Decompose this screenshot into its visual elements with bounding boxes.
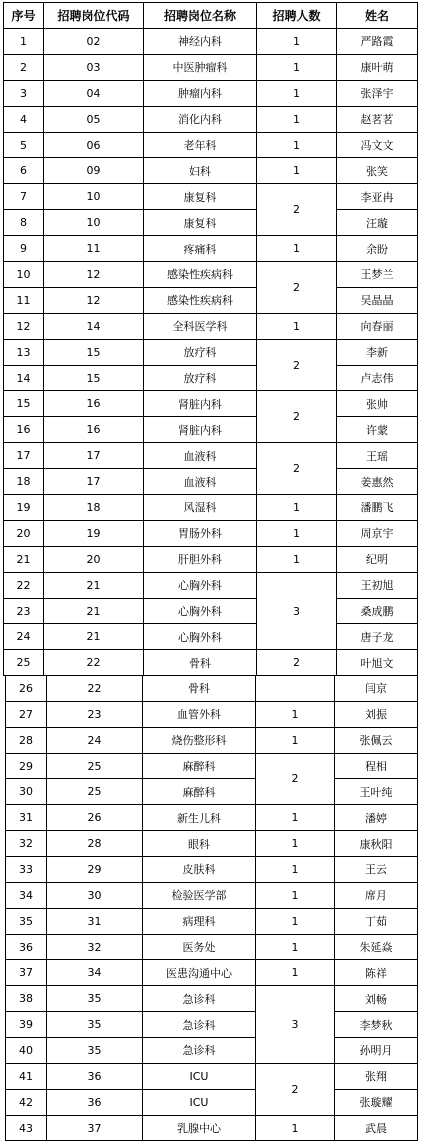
recruitment-table-part-1 <box>3 2 418 676</box>
cell-hire-count: 1 <box>256 882 335 908</box>
cell-name: 许蒙 <box>337 417 418 443</box>
cell-hire-count: 1 <box>256 857 335 883</box>
cell-position-name: 妇科 <box>144 158 257 184</box>
table-body-part-2 <box>6 676 418 1141</box>
cell-position-name: 新生儿科 <box>143 805 256 831</box>
cell-name: 冯文文 <box>337 132 418 158</box>
cell-position-code: 18 <box>44 495 144 521</box>
cell-hire-count: 2 <box>256 1063 335 1115</box>
cell-position-code: 35 <box>47 1012 143 1038</box>
cell-no: 42 <box>6 1089 47 1115</box>
cell-position-name: 胃肠外科 <box>144 520 257 546</box>
cell-position-name: 感染性疾病科 <box>144 262 257 288</box>
header-position-name: 招聘岗位名称 <box>144 3 257 29</box>
cell-position-code: 17 <box>44 469 144 495</box>
table-row <box>4 106 418 132</box>
cell-no: 22 <box>4 572 44 598</box>
cell-no: 17 <box>4 443 44 469</box>
cell-position-code: 17 <box>44 443 144 469</box>
table-row <box>6 908 418 934</box>
cell-position-code: 25 <box>47 753 143 779</box>
cell-position-code: 15 <box>44 339 144 365</box>
table-row <box>6 1063 418 1089</box>
cell-position-code: 37 <box>47 1115 143 1141</box>
table-row <box>4 365 418 391</box>
header-row <box>4 3 418 29</box>
cell-no: 34 <box>6 882 47 908</box>
cell-position-name: 肾脏内科 <box>144 417 257 443</box>
cell-position-name: 心胸外科 <box>144 624 257 650</box>
cell-hire-count: 2 <box>256 753 335 805</box>
cell-position-code: 29 <box>47 857 143 883</box>
cell-name: 潘婷 <box>335 805 418 831</box>
cell-name: 余盼 <box>337 236 418 262</box>
table-row <box>4 80 418 106</box>
cell-hire-count: 1 <box>256 831 335 857</box>
cell-hire-count: 1 <box>257 546 337 572</box>
cell-name: 席月 <box>335 882 418 908</box>
cell-position-code: 35 <box>47 986 143 1012</box>
cell-position-name: 放疗科 <box>144 365 257 391</box>
cell-position-code: 36 <box>47 1089 143 1115</box>
cell-hire-count: 1 <box>256 727 335 753</box>
cell-name: 卢志伟 <box>337 365 418 391</box>
cell-position-name: 乳腺中心 <box>143 1115 256 1141</box>
cell-no: 18 <box>4 469 44 495</box>
table-row <box>6 779 418 805</box>
cell-position-code: 26 <box>47 805 143 831</box>
cell-hire-count: 2 <box>257 391 337 443</box>
cell-name: 姜惠然 <box>337 469 418 495</box>
cell-no: 3 <box>4 80 44 106</box>
cell-no: 40 <box>6 1038 47 1064</box>
cell-position-name: 血管外科 <box>143 701 256 727</box>
cell-name: 丁茹 <box>335 908 418 934</box>
cell-position-code: 16 <box>44 391 144 417</box>
table-row <box>4 495 418 521</box>
table-row <box>4 469 418 495</box>
cell-no: 43 <box>6 1115 47 1141</box>
cell-hire-count: 1 <box>257 132 337 158</box>
cell-no: 24 <box>4 624 44 650</box>
cell-hire-count <box>256 676 335 702</box>
cell-position-code: 11 <box>44 236 144 262</box>
cell-position-code: 22 <box>47 676 143 702</box>
cell-position-code: 10 <box>44 210 144 236</box>
cell-position-name: 检验医学部 <box>143 882 256 908</box>
cell-position-name: ICU <box>143 1063 256 1089</box>
cell-no: 26 <box>6 676 47 702</box>
cell-name: 吴晶晶 <box>337 287 418 313</box>
cell-name: 桑成鹏 <box>337 598 418 624</box>
table-body-part-1 <box>4 29 418 676</box>
cell-position-name: 病理科 <box>143 908 256 934</box>
table-row <box>6 1089 418 1115</box>
cell-name: 朱延焱 <box>335 934 418 960</box>
table-row <box>4 313 418 339</box>
cell-name: 刘振 <box>335 701 418 727</box>
header-hire-count: 招聘人数 <box>257 3 337 29</box>
cell-position-name: 疼痛科 <box>144 236 257 262</box>
table-row <box>4 624 418 650</box>
table-row <box>6 857 418 883</box>
cell-position-code: 36 <box>47 1063 143 1089</box>
cell-name: 李亚冉 <box>337 184 418 210</box>
cell-hire-count: 1 <box>257 495 337 521</box>
table-row <box>6 727 418 753</box>
cell-position-name: 肝胆外科 <box>144 546 257 572</box>
cell-no: 16 <box>4 417 44 443</box>
cell-no: 37 <box>6 960 47 986</box>
cell-no: 1 <box>4 29 44 55</box>
cell-hire-count: 1 <box>257 80 337 106</box>
cell-no: 29 <box>6 753 47 779</box>
cell-name: 张佩云 <box>335 727 418 753</box>
cell-position-name: 风湿科 <box>144 495 257 521</box>
cell-name: 孙明月 <box>335 1038 418 1064</box>
cell-name: 王瑶 <box>337 443 418 469</box>
table-row <box>4 262 418 288</box>
table-row <box>6 1012 418 1038</box>
cell-no: 25 <box>4 650 44 676</box>
table-row <box>4 417 418 443</box>
cell-position-code: 28 <box>47 831 143 857</box>
cell-hire-count: 1 <box>256 934 335 960</box>
table-row <box>6 934 418 960</box>
cell-name: 李新 <box>337 339 418 365</box>
cell-position-name: 放疗科 <box>144 339 257 365</box>
cell-hire-count: 2 <box>257 339 337 391</box>
cell-name: 陈祥 <box>335 960 418 986</box>
cell-position-code: 05 <box>44 106 144 132</box>
cell-position-code: 06 <box>44 132 144 158</box>
cell-position-code: 21 <box>44 624 144 650</box>
table-row <box>4 598 418 624</box>
cell-name: 严路霞 <box>337 29 418 55</box>
cell-no: 39 <box>6 1012 47 1038</box>
header-position-code: 招聘岗位代码 <box>44 3 144 29</box>
cell-hire-count: 1 <box>256 1115 335 1141</box>
cell-hire-count: 3 <box>257 572 337 650</box>
table-row <box>4 158 418 184</box>
cell-position-code: 34 <box>47 960 143 986</box>
cell-no: 23 <box>4 598 44 624</box>
cell-name: 康叶萌 <box>337 54 418 80</box>
cell-position-name: 血液科 <box>144 469 257 495</box>
cell-position-name: 急诊科 <box>143 1038 256 1064</box>
cell-position-name: 心胸外科 <box>144 572 257 598</box>
cell-position-name: 心胸外科 <box>144 598 257 624</box>
cell-name: 纪明 <box>337 546 418 572</box>
cell-no: 21 <box>4 546 44 572</box>
cell-position-code: 14 <box>44 313 144 339</box>
cell-no: 28 <box>6 727 47 753</box>
table-row <box>4 287 418 313</box>
table-row <box>6 1038 418 1064</box>
cell-position-name: 急诊科 <box>143 1012 256 1038</box>
cell-position-name: 皮肤科 <box>143 857 256 883</box>
cell-name: 王叶纯 <box>335 779 418 805</box>
table-row <box>4 572 418 598</box>
cell-no: 38 <box>6 986 47 1012</box>
cell-hire-count: 2 <box>257 184 337 236</box>
cell-no: 8 <box>4 210 44 236</box>
cell-no: 11 <box>4 287 44 313</box>
cell-name: 唐子龙 <box>337 624 418 650</box>
cell-position-name: 康复科 <box>144 184 257 210</box>
cell-no: 35 <box>6 908 47 934</box>
cell-name: 王云 <box>335 857 418 883</box>
cell-name: 程相 <box>335 753 418 779</box>
cell-hire-count: 1 <box>256 701 335 727</box>
cell-position-code: 16 <box>44 417 144 443</box>
cell-hire-count: 1 <box>257 29 337 55</box>
table-row <box>4 546 418 572</box>
cell-position-name: 消化内科 <box>144 106 257 132</box>
cell-position-name: 骨科 <box>144 650 257 676</box>
cell-position-code: 30 <box>47 882 143 908</box>
cell-name: 汪璇 <box>337 210 418 236</box>
cell-position-name: 血液科 <box>144 443 257 469</box>
cell-hire-count: 1 <box>257 158 337 184</box>
cell-name: 张翔 <box>335 1063 418 1089</box>
cell-hire-count: 1 <box>257 106 337 132</box>
table-row <box>4 650 418 676</box>
cell-position-name: 神经内科 <box>144 29 257 55</box>
table-row <box>4 339 418 365</box>
cell-hire-count: 1 <box>256 960 335 986</box>
cell-no: 19 <box>4 495 44 521</box>
cell-position-name: 麻醉科 <box>143 753 256 779</box>
cell-no: 2 <box>4 54 44 80</box>
cell-position-code: 21 <box>44 572 144 598</box>
cell-no: 36 <box>6 934 47 960</box>
cell-hire-count: 1 <box>257 520 337 546</box>
cell-position-name: 肿瘤内科 <box>144 80 257 106</box>
cell-hire-count: 1 <box>256 908 335 934</box>
cell-position-code: 32 <box>47 934 143 960</box>
table-row <box>4 184 418 210</box>
table-row <box>4 520 418 546</box>
cell-name: 张帅 <box>337 391 418 417</box>
cell-name: 李梦秋 <box>335 1012 418 1038</box>
cell-hire-count: 2 <box>257 650 337 676</box>
cell-no: 6 <box>4 158 44 184</box>
table-row <box>6 701 418 727</box>
cell-position-code: 04 <box>44 80 144 106</box>
cell-no: 30 <box>6 779 47 805</box>
cell-no: 10 <box>4 262 44 288</box>
table-row <box>4 29 418 55</box>
recruitment-table-part-2 <box>5 675 418 1141</box>
cell-position-name: 眼科 <box>143 831 256 857</box>
cell-no: 14 <box>4 365 44 391</box>
cell-hire-count: 2 <box>257 443 337 495</box>
cell-no: 20 <box>4 520 44 546</box>
cell-hire-count: 1 <box>256 805 335 831</box>
cell-position-code: 23 <box>47 701 143 727</box>
cell-position-code: 12 <box>44 262 144 288</box>
cell-position-name: 全科医学科 <box>144 313 257 339</box>
table-row <box>6 1115 418 1141</box>
cell-no: 12 <box>4 313 44 339</box>
cell-position-code: 03 <box>44 54 144 80</box>
cell-no: 27 <box>6 701 47 727</box>
cell-position-code: 35 <box>47 1038 143 1064</box>
table-row <box>4 210 418 236</box>
cell-position-code: 22 <box>44 650 144 676</box>
cell-name: 赵茗茗 <box>337 106 418 132</box>
cell-position-code: 19 <box>44 520 144 546</box>
cell-position-name: 康复科 <box>144 210 257 236</box>
table-row <box>6 960 418 986</box>
cell-name: 张泽宇 <box>337 80 418 106</box>
cell-name: 王梦兰 <box>337 262 418 288</box>
cell-name: 张笑 <box>337 158 418 184</box>
table-row <box>4 54 418 80</box>
cell-position-name: 烧伤整形科 <box>143 727 256 753</box>
table-row <box>4 236 418 262</box>
cell-hire-count: 3 <box>256 986 335 1064</box>
cell-name: 刘畅 <box>335 986 418 1012</box>
cell-no: 33 <box>6 857 47 883</box>
cell-position-name: 麻醉科 <box>143 779 256 805</box>
cell-hire-count: 2 <box>257 262 337 314</box>
cell-no: 15 <box>4 391 44 417</box>
cell-position-name: ICU <box>143 1089 256 1115</box>
cell-position-code: 21 <box>44 598 144 624</box>
cell-position-name: 肾脏内科 <box>144 391 257 417</box>
cell-name: 潘鹏飞 <box>337 495 418 521</box>
cell-no: 31 <box>6 805 47 831</box>
cell-position-code: 10 <box>44 184 144 210</box>
table-row <box>4 443 418 469</box>
cell-hire-count: 1 <box>257 236 337 262</box>
cell-position-name: 医务处 <box>143 934 256 960</box>
table-row <box>4 391 418 417</box>
cell-position-name: 急诊科 <box>143 986 256 1012</box>
cell-no: 5 <box>4 132 44 158</box>
cell-hire-count: 1 <box>257 313 337 339</box>
cell-no: 32 <box>6 831 47 857</box>
cell-position-name: 中医肿瘤科 <box>144 54 257 80</box>
cell-no: 41 <box>6 1063 47 1089</box>
cell-position-code: 02 <box>44 29 144 55</box>
table-row <box>6 753 418 779</box>
table-row <box>6 831 418 857</box>
header-name: 姓名 <box>337 3 418 29</box>
cell-position-code: 31 <box>47 908 143 934</box>
table-row <box>6 986 418 1012</box>
header-no: 序号 <box>4 3 44 29</box>
cell-position-code: 24 <box>47 727 143 753</box>
cell-no: 7 <box>4 184 44 210</box>
table-row <box>6 676 418 702</box>
cell-name: 向春丽 <box>337 313 418 339</box>
cell-name: 张璇耀 <box>335 1089 418 1115</box>
cell-name: 周京宇 <box>337 520 418 546</box>
cell-position-code: 20 <box>44 546 144 572</box>
cell-no: 9 <box>4 236 44 262</box>
table-row <box>6 805 418 831</box>
cell-position-name: 骨科 <box>143 676 256 702</box>
cell-position-code: 25 <box>47 779 143 805</box>
cell-name: 康秋阳 <box>335 831 418 857</box>
cell-position-name: 感染性疾病科 <box>144 287 257 313</box>
cell-position-code: 15 <box>44 365 144 391</box>
cell-no: 4 <box>4 106 44 132</box>
cell-no: 13 <box>4 339 44 365</box>
cell-hire-count: 1 <box>257 54 337 80</box>
cell-position-name: 医患沟通中心 <box>143 960 256 986</box>
table-row <box>4 132 418 158</box>
cell-position-code: 09 <box>44 158 144 184</box>
cell-name: 闫京 <box>335 676 418 702</box>
cell-name: 叶旭文 <box>337 650 418 676</box>
cell-name: 王初旭 <box>337 572 418 598</box>
cell-position-name: 老年科 <box>144 132 257 158</box>
cell-position-code: 12 <box>44 287 144 313</box>
table-row <box>6 882 418 908</box>
cell-name: 武晨 <box>335 1115 418 1141</box>
